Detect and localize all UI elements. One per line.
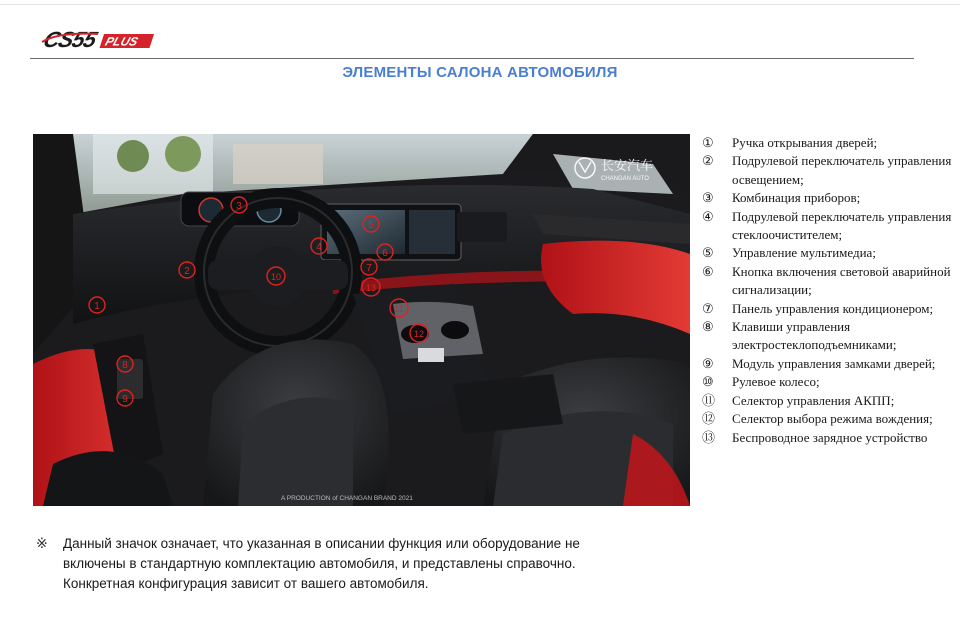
legend-item xyxy=(702,429,952,447)
legend-text: Селектор управления АКПП; xyxy=(732,392,895,408)
svg-text:12: 12 xyxy=(413,329,425,339)
legend-number: ③ xyxy=(702,190,714,206)
legend-text: Панель управления кондиционером; xyxy=(732,300,934,316)
legend-item xyxy=(702,318,952,355)
legend-item xyxy=(702,244,952,262)
legend-item xyxy=(702,263,952,300)
svg-text:2: 2 xyxy=(184,266,190,277)
legend-text: Беспроводное зарядное устройство xyxy=(732,429,928,445)
watermark-sub: CHANGAN AUTO xyxy=(601,176,649,182)
legend-item xyxy=(702,392,952,410)
legend-item xyxy=(702,134,952,152)
svg-text:7: 7 xyxy=(366,263,372,274)
svg-text:PLUS: PLUS xyxy=(103,34,140,49)
footnote-line: Данный значок означает, что указанная в описании функция или оборудование не xyxy=(63,536,580,551)
reference-mark-icon: ※ xyxy=(36,536,48,552)
top-divider xyxy=(0,4,960,5)
legend-number: ⑩ xyxy=(702,374,714,390)
legend-text: Клавиши управления электростеклоподъемниками; xyxy=(732,319,897,353)
svg-text:8: 8 xyxy=(122,360,128,371)
legend-number: ⑪ xyxy=(702,392,716,408)
svg-text:13: 13 xyxy=(365,283,377,293)
legend-item xyxy=(702,300,952,318)
svg-text:5: 5 xyxy=(368,220,374,231)
legend-text: Кнопка включения световой аварийной сигнализации; xyxy=(732,263,951,298)
legend-text: Комбинация приборов; xyxy=(732,190,861,206)
legend-number: ⑤ xyxy=(702,245,714,261)
svg-text:10: 10 xyxy=(270,272,282,282)
component-legend xyxy=(702,134,952,512)
svg-text:CS55: CS55 xyxy=(40,28,100,52)
footnote-line: включены в стандартную комплектацию автомобиля, и представлены справочно. xyxy=(63,556,576,571)
photo-credit: A PRODUCTION of CHANGAN BRAND 2021 xyxy=(281,495,413,502)
legend-number: ④ xyxy=(702,208,714,224)
car-interior-photo xyxy=(33,134,690,506)
svg-text:1: 1 xyxy=(94,301,100,312)
legend-text: Управление мультимедиа; xyxy=(732,245,876,261)
legend-text: Подрулевой переключатель управления стеклоочистителем; xyxy=(732,208,952,243)
header-divider xyxy=(30,58,914,59)
legend-number: ⑬ xyxy=(702,429,716,445)
svg-text:11: 11 xyxy=(394,304,404,314)
watermark-brand: 长安汽车 xyxy=(601,159,654,174)
footnote xyxy=(63,534,663,594)
legend-item xyxy=(702,373,952,391)
legend-number: ⑥ xyxy=(702,263,714,279)
legend-number: ⑨ xyxy=(702,355,714,371)
legend-item xyxy=(702,355,952,373)
legend-number: ② xyxy=(702,153,714,169)
legend-item xyxy=(702,208,952,245)
footnote-line: Конкретная конфигурация зависит от вашего автомобиля. xyxy=(63,576,429,591)
svg-text:9: 9 xyxy=(122,394,128,405)
legend-item xyxy=(702,189,952,207)
legend-number: ⑦ xyxy=(702,300,714,316)
legend-text: Рулевое колесо; xyxy=(732,374,820,390)
svg-text:3: 3 xyxy=(236,201,242,212)
legend-number: ① xyxy=(702,135,714,150)
svg-text:4: 4 xyxy=(316,242,322,253)
legend-text: Селектор выбора режима вождения; xyxy=(732,411,933,427)
legend-text: Подрулевой переключатель управления освещением; xyxy=(732,153,952,187)
legend-number: ⑧ xyxy=(702,319,714,335)
svg-text:6: 6 xyxy=(382,248,388,259)
legend-item xyxy=(702,410,952,428)
legend-text: Ручка открывания дверей; xyxy=(732,135,878,150)
legend-item xyxy=(702,152,952,189)
legend-text: Модуль управления замками дверей; xyxy=(732,355,936,371)
brand-logo xyxy=(38,28,228,52)
legend-number: ⑫ xyxy=(702,411,716,427)
page-title: ЭЛЕМЕНТЫ САЛОНА АВТОМОБИЛЯ xyxy=(342,64,618,81)
